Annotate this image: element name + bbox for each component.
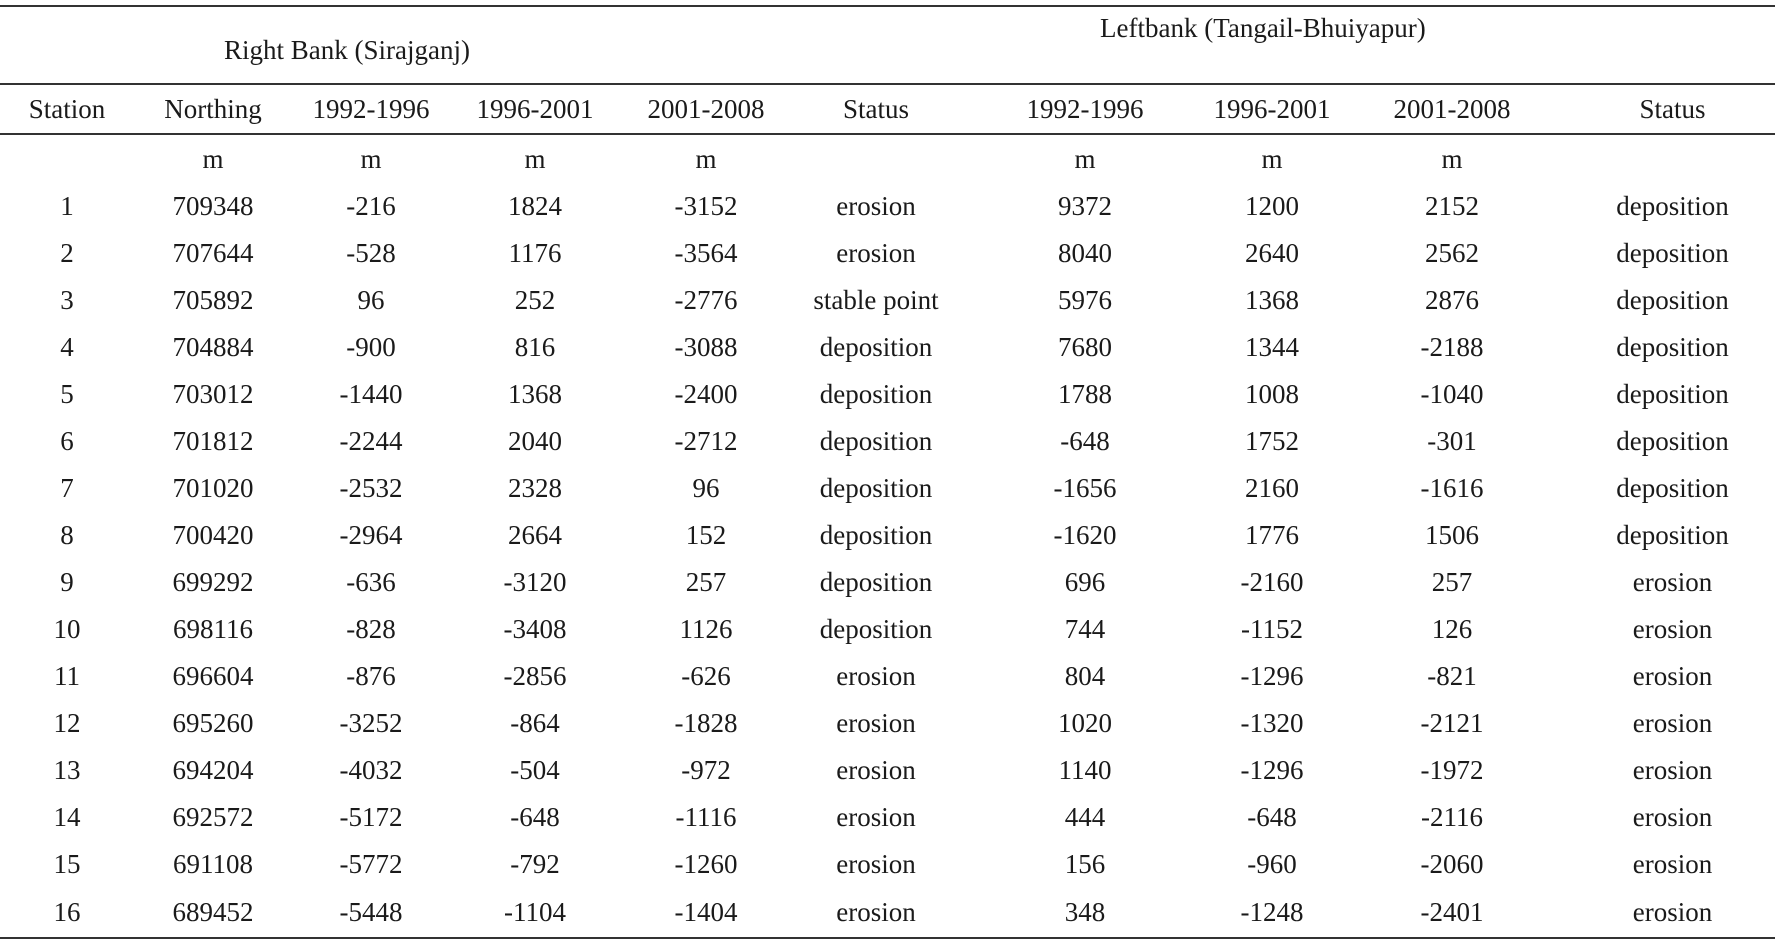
table-cell: erosion [1632, 755, 1713, 785]
table-cell: erosion [836, 802, 916, 832]
table-cell: 696604 [172, 661, 254, 691]
table-cell: erosion [836, 849, 916, 879]
column-header: Northing [134, 84, 292, 134]
table-cell: 10 [53, 614, 81, 644]
table-row [0, 700, 1775, 747]
table-cell: 1176 [508, 238, 562, 268]
table-cell: -648 [1060, 426, 1110, 456]
table-cell: -3408 [503, 614, 567, 644]
table-cell: 252 [514, 285, 556, 315]
table-cell: -528 [346, 238, 396, 268]
table-cell: deposition [1616, 285, 1729, 315]
table-cell: -216 [346, 191, 396, 221]
table-cell: -2160 [1240, 567, 1304, 597]
table-cell: erosion [1632, 849, 1713, 879]
table-cell: 692572 [172, 802, 254, 832]
table-cell: 96 [692, 473, 720, 503]
table-cell: deposition [1616, 473, 1729, 503]
table-cell: 705892 [172, 285, 254, 315]
table-cell: 1344 [1245, 332, 1300, 362]
table-body [0, 134, 1775, 938]
table-cell: 804 [1064, 661, 1106, 691]
table-cell: -2964 [339, 520, 403, 550]
table-cell: erosion [836, 238, 916, 268]
table-cell: 1 [60, 191, 74, 221]
column-header: 2001-2008 [620, 84, 792, 134]
table-cell: 1200 [1245, 191, 1300, 221]
unit-cell [0, 134, 134, 183]
table-cell: 1368 [1245, 285, 1300, 315]
table-cell: -828 [346, 614, 396, 644]
table-cell: -5172 [339, 802, 403, 832]
table-cell: 6 [60, 426, 74, 456]
table-cell: -2060 [1420, 849, 1484, 879]
table-cell: 703012 [172, 379, 254, 409]
table-cell: -301 [1427, 426, 1477, 456]
table-cell: 152 [685, 520, 727, 550]
table-cell: -2188 [1420, 332, 1484, 362]
table-cell: 695260 [172, 708, 254, 738]
table-cell: 2664 [508, 520, 562, 550]
table-cell: erosion [1632, 661, 1713, 691]
table-cell: -1116 [675, 802, 737, 832]
table-cell: -1040 [1420, 379, 1484, 409]
table-cell: erosion [836, 755, 916, 785]
table-cell: 1126 [679, 614, 733, 644]
table-cell: -864 [510, 708, 560, 738]
table-cell: deposition [819, 614, 933, 644]
table-cell: deposition [819, 520, 933, 550]
table-row [0, 747, 1775, 794]
table-row [0, 418, 1775, 465]
table-cell: -3152 [674, 191, 738, 221]
table-cell: 8 [60, 520, 74, 550]
table-cell: 1368 [508, 379, 562, 409]
table-cell: 257 [1431, 567, 1473, 597]
left-bank-group-header: Leftbank (Tangail-Bhuiyapur) [960, 6, 1775, 84]
table-cell: -4032 [339, 755, 403, 785]
table-row [0, 512, 1775, 559]
unit-cell: m [1074, 143, 1096, 174]
column-header: Status [1570, 84, 1775, 134]
table-cell: 14 [53, 802, 81, 832]
table-cell: 257 [685, 567, 727, 597]
table-cell: -1248 [1210, 888, 1334, 938]
table-cell: 816 [514, 332, 556, 362]
table-cell: erosion [1632, 567, 1713, 597]
table-cell: 2040 [508, 426, 562, 456]
group-header-row [0, 6, 1775, 84]
table-cell: deposition [1616, 426, 1729, 456]
table-cell: deposition [1616, 332, 1729, 362]
column-header: Status [792, 84, 960, 134]
table-cell: -2400 [674, 379, 738, 409]
table-cell: erosion [792, 888, 960, 938]
table-cell: -821 [1427, 661, 1477, 691]
table-cell: -2856 [503, 661, 567, 691]
table-cell: erosion [1570, 888, 1775, 938]
table-cell: 11 [54, 661, 80, 691]
unit-cell: m [1261, 143, 1283, 174]
table-cell: 3 [60, 285, 74, 315]
unit-cell [792, 134, 960, 183]
table-cell: 348 [960, 888, 1210, 938]
table-cell: 1140 [1058, 755, 1112, 785]
unit-cell: m [360, 143, 382, 174]
table-cell: 126 [1431, 614, 1473, 644]
table-cell: 13 [53, 755, 81, 785]
table-cell: 707644 [172, 238, 254, 268]
table-cell: 2 [60, 238, 74, 268]
table-cell: 1776 [1245, 520, 1300, 550]
table-cell: deposition [819, 379, 933, 409]
table-cell: -1260 [674, 849, 738, 879]
table-cell: -2776 [674, 285, 738, 315]
unit-row [0, 134, 1775, 183]
unit-cell: m [1441, 143, 1463, 174]
table-row [0, 371, 1775, 418]
column-header: 1996-2001 [450, 84, 620, 134]
unit-cell: m [524, 143, 546, 174]
table-cell: -900 [346, 332, 396, 362]
table-cell: -2532 [339, 473, 403, 503]
table-row [0, 559, 1775, 606]
table-cell: stable point [813, 285, 939, 315]
table-cell: -972 [681, 755, 731, 785]
table-cell: -5772 [339, 849, 403, 879]
table-cell: 5976 [1058, 285, 1113, 315]
table-cell: -1620 [1053, 520, 1117, 550]
table-cell: 1824 [508, 191, 562, 221]
table-cell: 7680 [1058, 332, 1113, 362]
table-cell: 96 [357, 285, 385, 315]
column-header: Station [0, 84, 134, 134]
table-cell: 12 [53, 708, 81, 738]
column-header: 1996-2001 [1210, 84, 1334, 134]
table-cell: 5 [60, 379, 74, 409]
column-header: 1992-1996 [292, 84, 450, 134]
table-cell: deposition [819, 426, 933, 456]
table-row [0, 794, 1775, 841]
table-cell: -648 [1247, 802, 1297, 832]
table-cell: -636 [346, 567, 396, 597]
table-row [0, 465, 1775, 512]
table-cell: 156 [1064, 849, 1106, 879]
table-row [0, 277, 1775, 324]
table-cell: -1404 [620, 888, 792, 938]
table-cell: 15 [53, 849, 81, 879]
table-cell: -2244 [339, 426, 403, 456]
table-row [0, 183, 1775, 230]
table-cell: 696 [1064, 567, 1106, 597]
table-cell: 9 [60, 567, 74, 597]
table-cell: erosion [1632, 802, 1713, 832]
table-cell: -3120 [503, 567, 567, 597]
column-header-row [0, 84, 1775, 134]
table-cell: -1104 [450, 888, 620, 938]
table-row [0, 230, 1775, 277]
table-cell: deposition [1616, 520, 1729, 550]
table-cell: erosion [836, 708, 916, 738]
table-cell: 2876 [1425, 285, 1480, 315]
table-cell: 8040 [1058, 238, 1113, 268]
table-cell: erosion [836, 661, 916, 691]
table-cell: deposition [1616, 191, 1729, 221]
table-cell: 1020 [1058, 708, 1113, 738]
table-row [0, 606, 1775, 653]
table-cell: -1972 [1420, 755, 1484, 785]
table-cell: 699292 [172, 567, 254, 597]
group-header-spacer [0, 6, 134, 84]
table-cell: -5448 [292, 888, 450, 938]
table-cell: erosion [1632, 614, 1713, 644]
table-cell: -1320 [1240, 708, 1304, 738]
table-cell: -1296 [1240, 661, 1304, 691]
table-cell: -1440 [339, 379, 403, 409]
table-cell: 694204 [172, 755, 254, 785]
table-row [0, 888, 1775, 938]
table-cell: 1008 [1245, 379, 1300, 409]
table-cell: 689452 [134, 888, 292, 938]
erosion-deposition-table [0, 5, 1775, 939]
table-cell: 2562 [1425, 238, 1480, 268]
table-cell: 700420 [172, 520, 254, 550]
table-cell: -1656 [1053, 473, 1117, 503]
table-cell: 2328 [508, 473, 562, 503]
table-cell: 701020 [172, 473, 254, 503]
table-cell: 704884 [172, 332, 254, 362]
table-cell: deposition [819, 473, 933, 503]
column-header: 2001-2008 [1334, 84, 1570, 134]
table-cell: 1752 [1245, 426, 1300, 456]
table-cell: -3088 [674, 332, 738, 362]
unit-cell [1570, 134, 1775, 183]
table-cell: -3252 [339, 708, 403, 738]
table-cell: -2401 [1334, 888, 1570, 938]
table-cell: 701812 [172, 426, 254, 456]
table-cell: 444 [1064, 802, 1106, 832]
table-cell: -1152 [1241, 614, 1304, 644]
table-cell: 2160 [1245, 473, 1300, 503]
table-cell: 2152 [1425, 191, 1480, 221]
table-cell: -3564 [674, 238, 738, 268]
table-row [0, 324, 1775, 371]
table-cell: -876 [346, 661, 396, 691]
table-cell: deposition [819, 567, 933, 597]
table-cell: 7 [60, 473, 74, 503]
table-cell: 4 [60, 332, 74, 362]
table-cell: -626 [681, 661, 731, 691]
table-cell: -1616 [1420, 473, 1484, 503]
table-cell: 698116 [173, 614, 253, 644]
table-cell: 9372 [1058, 191, 1113, 221]
right-bank-group-header: Right Bank (Sirajganj) [134, 6, 960, 84]
table-cell: 1788 [1058, 379, 1113, 409]
table-row [0, 653, 1775, 700]
table-cell: -792 [510, 849, 560, 879]
table-cell: -2116 [1421, 802, 1484, 832]
table-cell: erosion [1632, 708, 1713, 738]
table-cell: deposition [1616, 379, 1729, 409]
table-cell: 2640 [1245, 238, 1300, 268]
table-cell: 16 [0, 888, 134, 938]
unit-cell: m [202, 143, 224, 174]
table-cell: 691108 [173, 849, 253, 879]
column-header: 1992-1996 [960, 84, 1210, 134]
table-cell: deposition [1616, 238, 1729, 268]
table-row [0, 841, 1775, 888]
table-cell: -1828 [674, 708, 738, 738]
table-cell: -504 [510, 755, 560, 785]
table-cell: -2121 [1420, 708, 1484, 738]
table-cell: -1296 [1240, 755, 1304, 785]
table-cell: erosion [836, 191, 916, 221]
table-cell: 709348 [172, 191, 254, 221]
table-cell: -648 [510, 802, 560, 832]
table-cell: deposition [819, 332, 933, 362]
unit-cell: m [695, 143, 717, 174]
table-cell: 1506 [1425, 520, 1480, 550]
table-cell: -960 [1247, 849, 1297, 879]
table-cell: -2712 [674, 426, 738, 456]
table-cell: 744 [1064, 614, 1106, 644]
